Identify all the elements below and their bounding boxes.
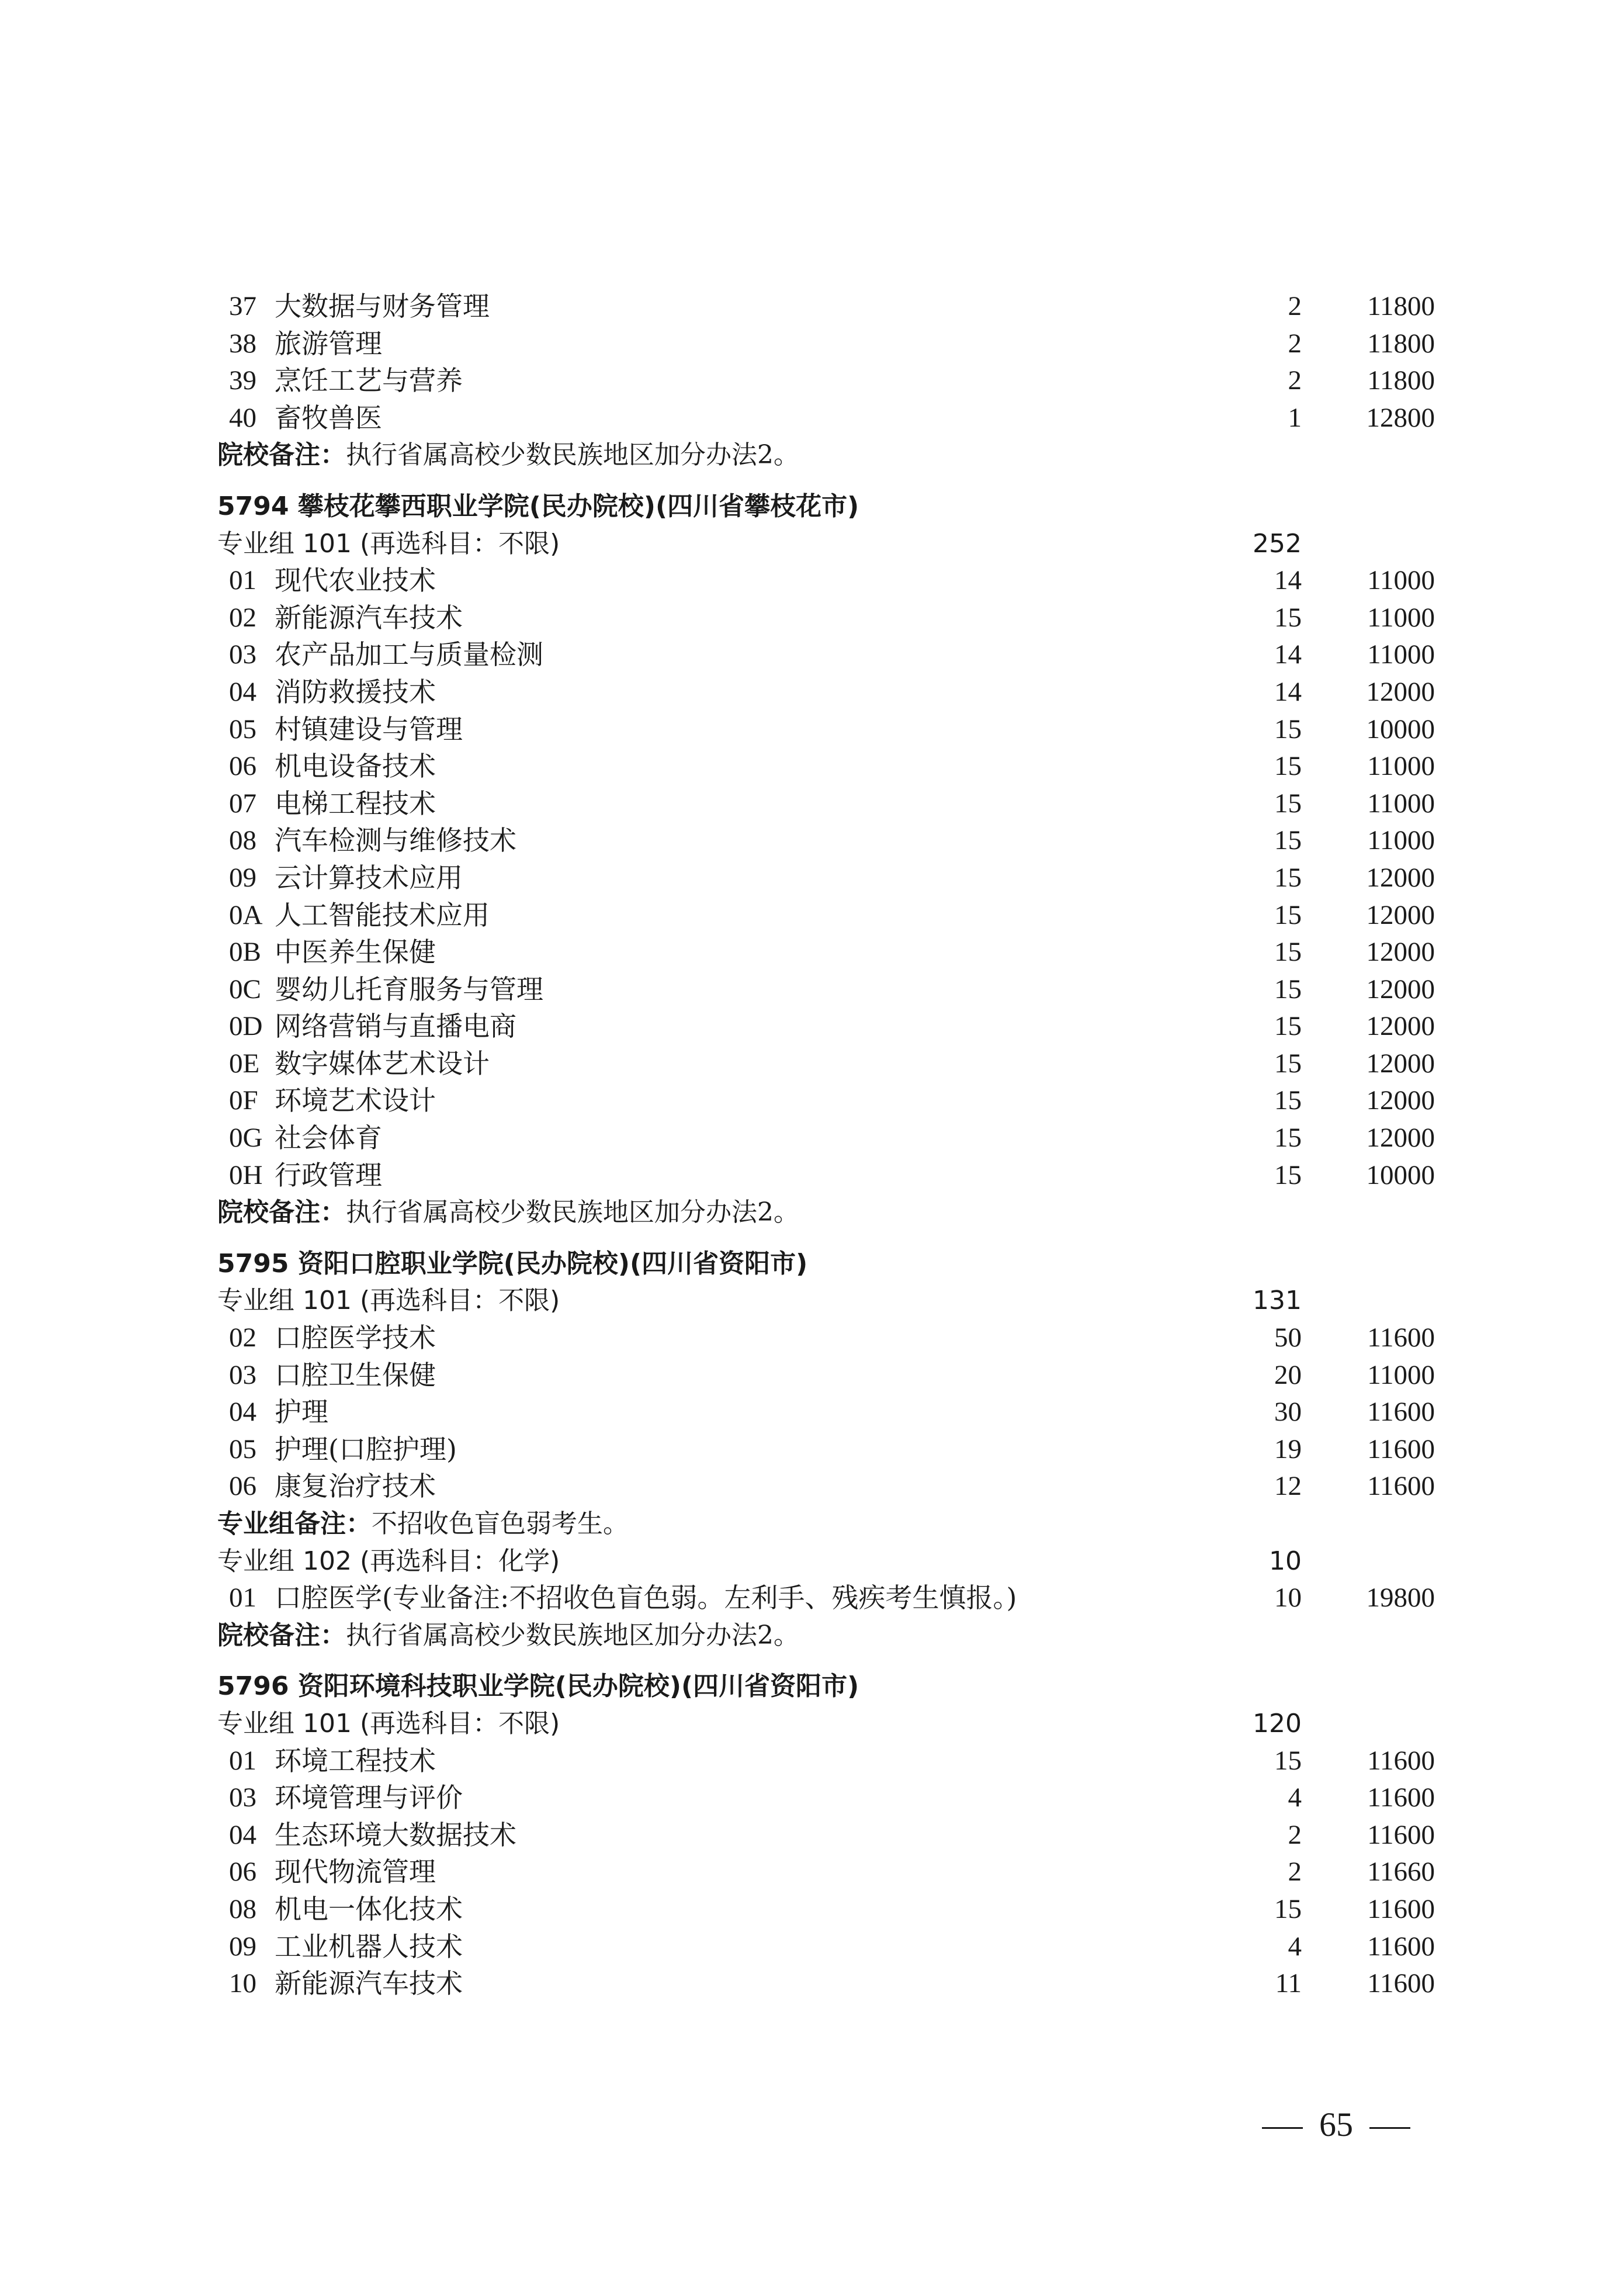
major-name: 电梯工程技术	[275, 787, 436, 819]
major-fee: 11000	[1367, 788, 1435, 819]
major-row	[0, 897, 1623, 934]
major-code: 06	[229, 1857, 256, 1888]
major-fee: 10000	[1366, 714, 1435, 744]
major-count: 19	[1274, 1433, 1302, 1464]
major-name: 畜牧兽医	[275, 401, 382, 434]
major-code: 0H	[229, 1159, 263, 1190]
major-name: 旅游管理	[275, 327, 382, 359]
major-fee: 11600	[1367, 1471, 1435, 1502]
major-fee: 12800	[1366, 402, 1435, 433]
major-fee: 10000	[1366, 1159, 1435, 1190]
major-name: 中医养生保健	[275, 936, 436, 968]
major-code: 05	[229, 1433, 256, 1464]
major-count: 15	[1274, 751, 1302, 782]
major-row	[0, 1743, 1623, 1780]
major-code: 0B	[229, 937, 261, 968]
note-content: 执行省属高校少数民族地区加分办法2。	[346, 440, 799, 470]
major-count: 14	[1274, 565, 1302, 596]
major-count: 2	[1288, 1819, 1302, 1850]
major-name: 现代农业技术	[275, 565, 436, 597]
school-note	[0, 1617, 1623, 1654]
major-count: 15	[1274, 1159, 1302, 1190]
major-name: 机电设备技术	[275, 750, 436, 782]
major-row	[0, 1965, 1623, 2003]
major-code: 03	[229, 1782, 256, 1813]
major-count: 15	[1274, 974, 1302, 1005]
school-section	[0, 1668, 1623, 2002]
major-row	[0, 711, 1623, 749]
school-note-text	[217, 437, 799, 474]
major-code: 0A	[229, 899, 263, 930]
major-row	[0, 1394, 1623, 1431]
major-count: 15	[1274, 937, 1302, 968]
major-row	[0, 1817, 1623, 1854]
note-label: 专业组备注：	[217, 1509, 372, 1539]
major-row	[0, 1431, 1623, 1469]
school-note	[0, 1194, 1623, 1231]
major-code: 0F	[229, 1085, 258, 1116]
major-fee: 11000	[1367, 825, 1435, 856]
major-row	[0, 748, 1623, 785]
major-code: 0E	[229, 1048, 260, 1079]
major-name: 护理	[275, 1396, 328, 1428]
major-code: 03	[229, 639, 256, 670]
major-code: 0C	[229, 974, 261, 1005]
major-count: 1	[1288, 402, 1302, 433]
major-code: 01	[229, 1582, 256, 1613]
major-fee: 12000	[1366, 937, 1435, 968]
major-count: 14	[1274, 676, 1302, 707]
major-code: 06	[229, 1471, 256, 1502]
major-name: 环境艺术设计	[275, 1085, 436, 1117]
major-row	[0, 1854, 1623, 1891]
major-row	[0, 362, 1623, 400]
major-fee: 12000	[1366, 1011, 1435, 1042]
major-count: 2	[1288, 328, 1302, 359]
major-code: 04	[229, 676, 256, 707]
major-code: 03	[229, 1359, 256, 1390]
major-fee: 11600	[1367, 1931, 1435, 1962]
major-fee: 11600	[1367, 1893, 1435, 1924]
major-code: 08	[229, 1893, 256, 1924]
major-row	[0, 934, 1623, 971]
major-name: 汽车检测与维修技术	[275, 825, 516, 857]
major-fee: 11660	[1367, 1857, 1435, 1888]
major-fee: 12000	[1366, 1048, 1435, 1079]
group-header-row	[0, 1282, 1623, 1320]
major-code: 09	[229, 862, 256, 893]
major-code: 38	[229, 328, 256, 359]
major-count: 14	[1274, 639, 1302, 670]
major-count: 15	[1274, 1011, 1302, 1042]
major-name: 机电一体化技术	[275, 1893, 463, 1925]
page-number: 65	[1319, 2105, 1353, 2143]
major-fee: 11600	[1367, 1322, 1435, 1353]
major-row	[0, 822, 1623, 860]
major-row	[0, 400, 1623, 437]
major-row	[0, 1357, 1623, 1394]
major-count: 50	[1274, 1322, 1302, 1353]
major-count: 4	[1288, 1782, 1302, 1813]
major-fee: 11000	[1367, 1359, 1435, 1390]
major-name: 生态环境大数据技术	[275, 1819, 516, 1851]
group-title: 专业组 101 (再选科目：不限)	[217, 1708, 560, 1739]
major-code: 39	[229, 365, 256, 396]
group-header-row	[0, 525, 1623, 563]
major-name: 农产品加工与质量检测	[275, 639, 543, 671]
major-count: 15	[1274, 825, 1302, 856]
major-count: 15	[1274, 788, 1302, 819]
note-content: 执行省属高校少数民族地区加分办法2。	[346, 1197, 799, 1228]
major-row	[0, 971, 1623, 1009]
major-row	[0, 600, 1623, 637]
major-name: 环境工程技术	[275, 1744, 436, 1776]
major-count: 20	[1274, 1359, 1302, 1390]
major-row	[0, 1120, 1623, 1157]
page-footer	[1262, 2101, 1410, 2148]
major-count: 30	[1274, 1397, 1302, 1428]
school-heading: 5796 资阳环境科技职业学院(民办院校)(四川省资阳市)	[217, 1671, 859, 1702]
major-fee: 11000	[1367, 751, 1435, 782]
major-fee: 11600	[1367, 1782, 1435, 1813]
school-section	[0, 1245, 1623, 1654]
major-row	[0, 1157, 1623, 1194]
section-spacer	[0, 474, 1623, 488]
major-name: 口腔卫生保健	[275, 1359, 436, 1391]
school-heading-row	[0, 1245, 1623, 1283]
major-count: 2	[1288, 291, 1302, 321]
major-fee: 12000	[1366, 676, 1435, 707]
school-note	[0, 437, 1623, 474]
major-fee: 19800	[1366, 1582, 1435, 1613]
major-name: 网络营销与直播电商	[275, 1010, 516, 1043]
group-total: 10	[1269, 1546, 1302, 1576]
major-fee: 12000	[1366, 974, 1435, 1005]
school-note-text	[217, 1194, 799, 1231]
major-code: 0D	[229, 1011, 263, 1042]
note-label: 院校备注：	[217, 1197, 346, 1228]
major-count: 15	[1274, 602, 1302, 633]
major-name: 环境管理与评价	[275, 1782, 463, 1814]
major-code: 04	[229, 1819, 256, 1850]
major-fee: 11800	[1367, 328, 1435, 359]
note-content: 不招收色盲色弱考生。	[372, 1509, 629, 1539]
school-section	[0, 488, 1623, 1231]
major-row	[0, 1580, 1623, 1617]
major-count: 4	[1288, 1931, 1302, 1962]
major-fee: 11600	[1367, 1968, 1435, 1999]
major-count: 11	[1275, 1968, 1302, 1999]
major-name: 康复治疗技术	[275, 1470, 436, 1502]
school-note-text	[217, 1617, 799, 1654]
section-spacer	[0, 1654, 1623, 1668]
page-content	[0, 288, 1623, 2003]
major-count: 15	[1274, 1893, 1302, 1924]
major-row	[0, 1891, 1623, 1928]
carryover-section	[0, 288, 1623, 474]
major-code: 08	[229, 825, 256, 856]
note-label: 院校备注：	[217, 440, 346, 470]
major-fee: 12000	[1366, 862, 1435, 893]
major-name: 口腔医学(专业备注:不招收色盲色弱。左利手、残疾考生慎报。)	[275, 1582, 1017, 1614]
major-count: 15	[1274, 1745, 1302, 1776]
major-fee: 11000	[1367, 639, 1435, 670]
major-code: 02	[229, 602, 256, 633]
major-count: 12	[1274, 1471, 1302, 1502]
major-name: 口腔医学技术	[275, 1322, 436, 1354]
major-row	[0, 1928, 1623, 1966]
major-row	[0, 1320, 1623, 1357]
major-row	[0, 1779, 1623, 1817]
major-name: 消防救援技术	[275, 676, 436, 708]
major-code: 10	[229, 1968, 256, 1999]
major-count: 2	[1288, 1857, 1302, 1888]
group-note	[0, 1505, 1623, 1543]
major-row	[0, 325, 1623, 363]
footer-dash-right	[1369, 2127, 1410, 2129]
major-row	[0, 860, 1623, 897]
major-name: 行政管理	[275, 1159, 382, 1191]
note-label: 院校备注：	[217, 1620, 346, 1650]
school-heading: 5794 攀枝花攀西职业学院(民办院校)(四川省攀枝花市)	[217, 491, 859, 521]
major-name: 新能源汽车技术	[275, 601, 463, 633]
major-code: 05	[229, 714, 256, 744]
major-fee: 11600	[1367, 1397, 1435, 1428]
group-header-row	[0, 1543, 1623, 1580]
group-total: 131	[1253, 1286, 1302, 1316]
major-name: 工业机器人技术	[275, 1930, 463, 1962]
major-row	[0, 288, 1623, 325]
major-row	[0, 636, 1623, 674]
major-count: 10	[1274, 1582, 1302, 1613]
major-fee: 12000	[1366, 899, 1435, 930]
major-code: 37	[229, 291, 256, 321]
school-heading-row	[0, 488, 1623, 525]
major-name: 新能源汽车技术	[275, 1968, 463, 2000]
major-fee: 11000	[1367, 565, 1435, 596]
note-content: 执行省属高校少数民族地区加分办法2。	[346, 1620, 799, 1650]
footer-dash-left	[1262, 2127, 1303, 2129]
group-total: 120	[1253, 1708, 1302, 1739]
major-count: 2	[1288, 365, 1302, 396]
major-row	[0, 1008, 1623, 1045]
school-heading-row	[0, 1668, 1623, 1705]
major-code: 01	[229, 565, 256, 596]
major-count: 15	[1274, 1085, 1302, 1116]
major-row	[0, 1045, 1623, 1083]
section-spacer	[0, 1231, 1623, 1245]
major-count: 15	[1274, 862, 1302, 893]
major-name: 人工智能技术应用	[275, 899, 490, 931]
major-name: 云计算技术应用	[275, 861, 463, 894]
group-note-text	[217, 1505, 629, 1543]
major-code: 09	[229, 1931, 256, 1962]
major-code: 04	[229, 1397, 256, 1428]
major-code: 07	[229, 788, 256, 819]
major-code: 06	[229, 751, 256, 782]
major-name: 现代物流管理	[275, 1856, 436, 1888]
major-count: 15	[1274, 1123, 1302, 1154]
major-name: 数字媒体艺术设计	[275, 1047, 490, 1079]
group-total: 252	[1253, 528, 1302, 559]
major-fee: 11000	[1367, 602, 1435, 633]
major-count: 15	[1274, 714, 1302, 744]
major-fee: 11600	[1367, 1745, 1435, 1776]
major-row	[0, 785, 1623, 823]
major-fee: 11800	[1367, 291, 1435, 321]
major-fee: 11600	[1367, 1819, 1435, 1850]
major-name: 烹饪工艺与营养	[275, 365, 463, 397]
major-row	[0, 562, 1623, 600]
major-name: 护理(口腔护理)	[275, 1433, 457, 1465]
major-name: 村镇建设与管理	[275, 713, 463, 745]
major-fee: 11600	[1367, 1433, 1435, 1464]
school-heading: 5795 资阳口腔职业学院(民办院校)(四川省资阳市)	[217, 1248, 808, 1279]
major-fee: 11800	[1367, 365, 1435, 396]
major-row	[0, 1082, 1623, 1120]
major-row	[0, 674, 1623, 711]
group-title: 专业组 101 (再选科目：不限)	[217, 528, 560, 559]
major-fee: 12000	[1366, 1085, 1435, 1116]
major-code: 01	[229, 1745, 256, 1776]
major-fee: 12000	[1366, 1123, 1435, 1154]
major-code: 02	[229, 1322, 256, 1353]
major-count: 15	[1274, 899, 1302, 930]
group-title: 专业组 101 (再选科目：不限)	[217, 1286, 560, 1316]
major-code: 40	[229, 402, 256, 433]
major-name: 大数据与财务管理	[275, 290, 490, 322]
major-code: 0G	[229, 1123, 263, 1154]
major-name: 婴幼儿托育服务与管理	[275, 973, 543, 1005]
major-name: 社会体育	[275, 1122, 382, 1154]
group-title: 专业组 102 (再选科目：化学)	[217, 1546, 560, 1576]
major-row	[0, 1468, 1623, 1505]
group-header-row	[0, 1705, 1623, 1743]
major-count: 15	[1274, 1048, 1302, 1079]
